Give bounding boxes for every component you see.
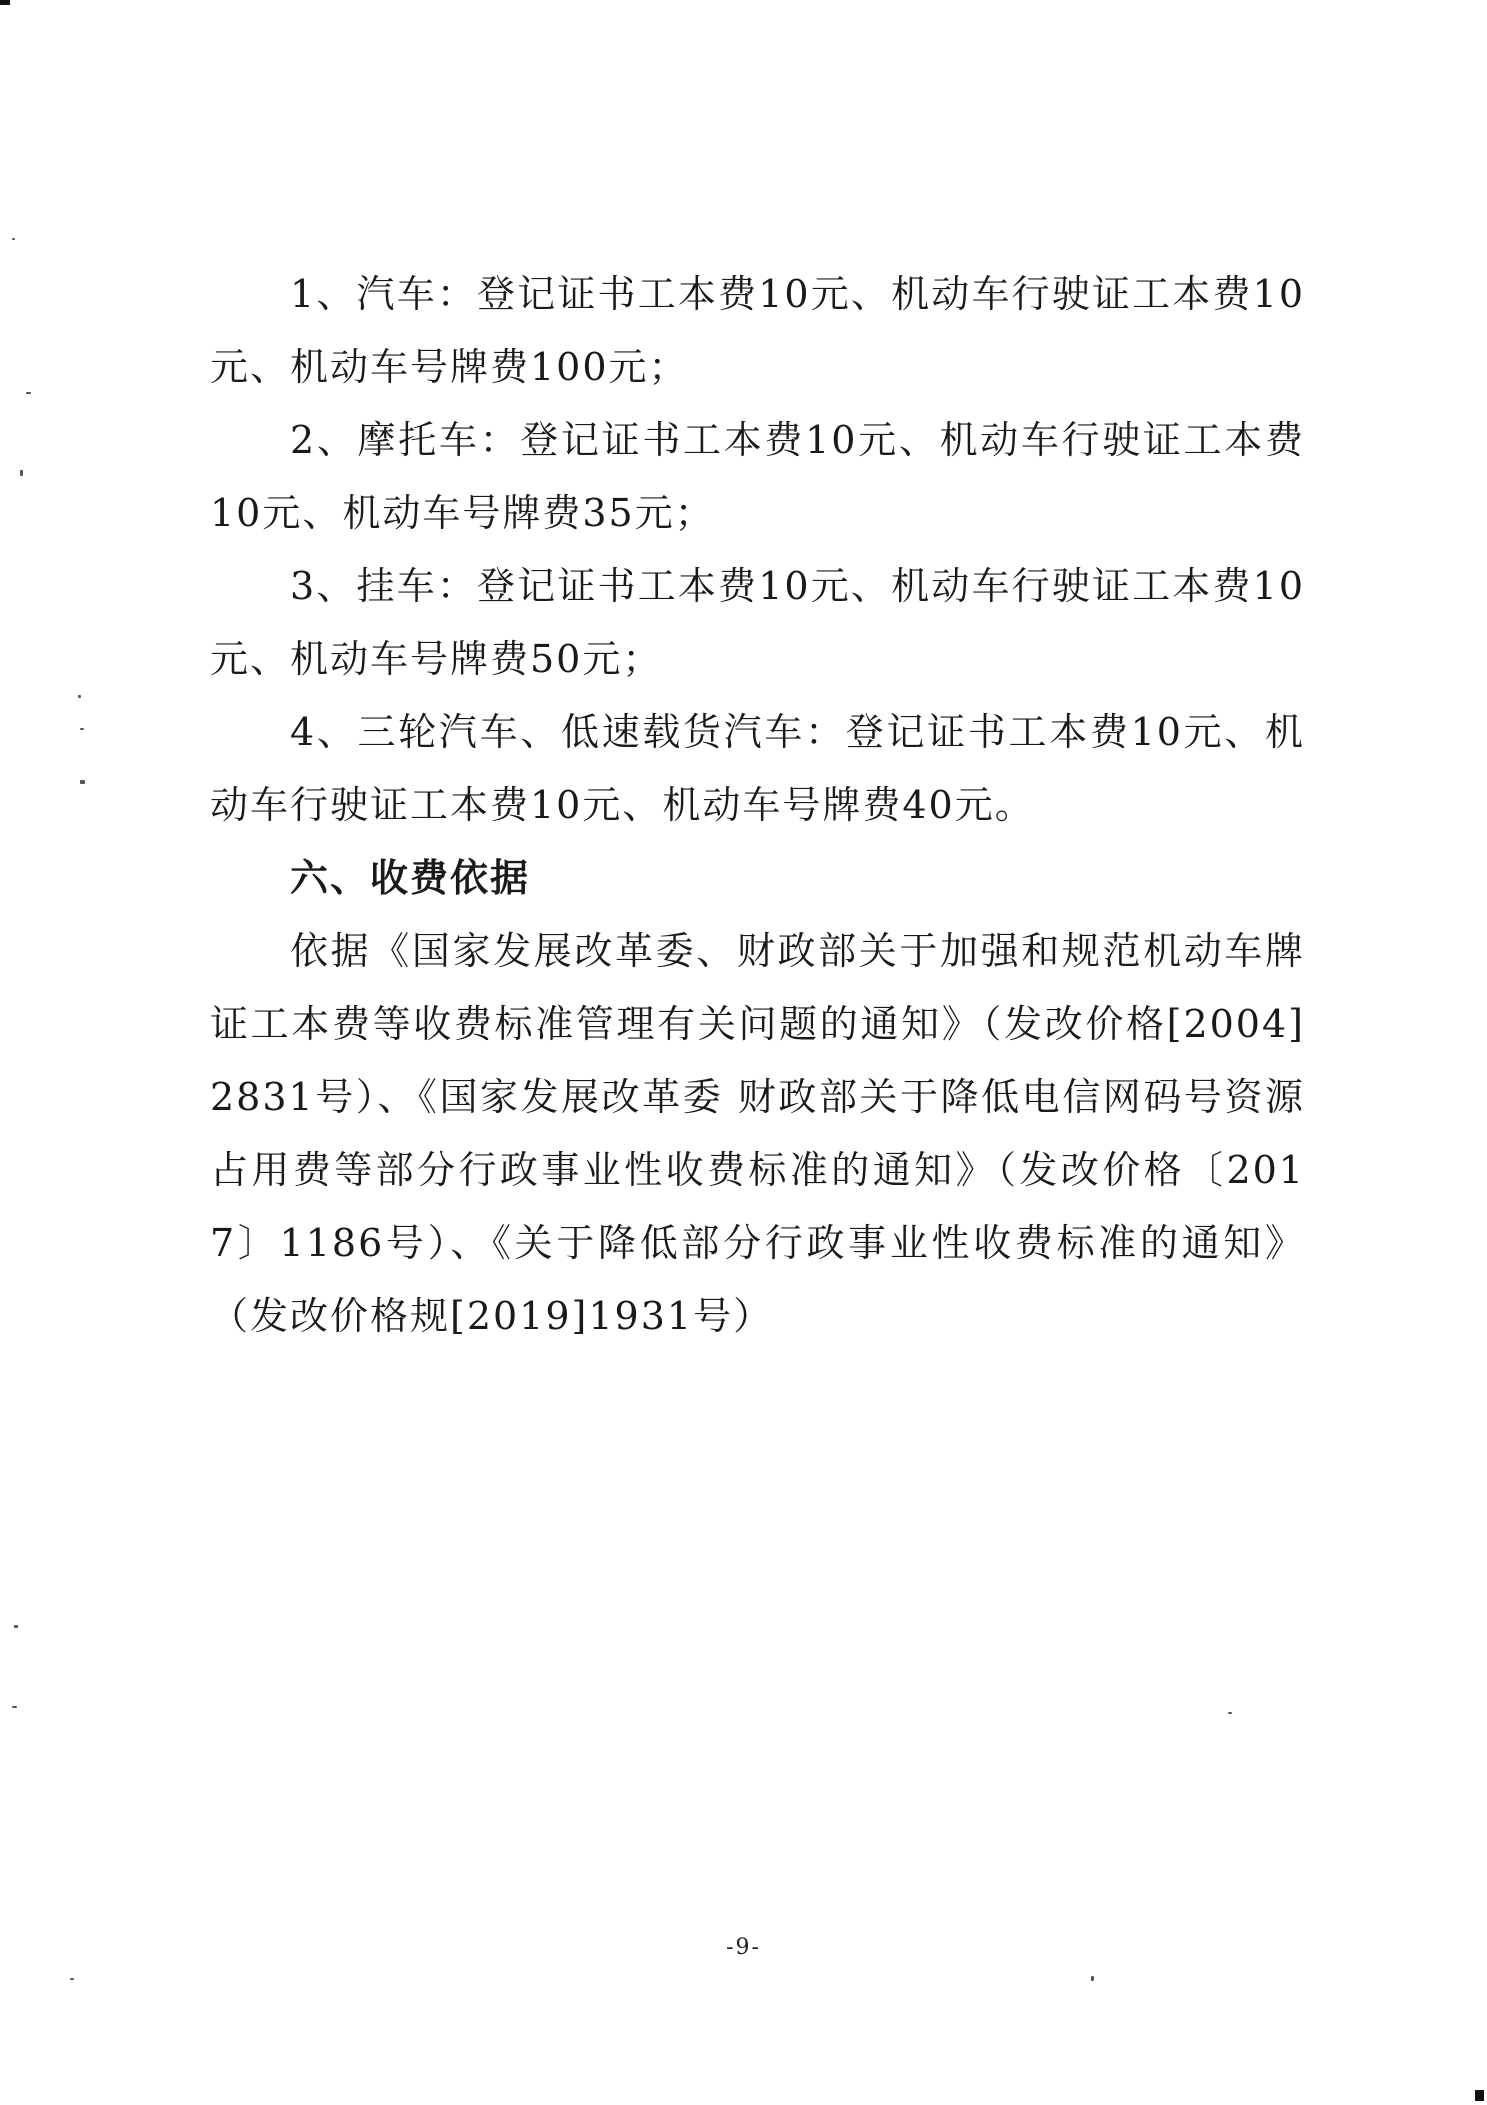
fee-item-trailer: 3、挂车：登记证书工本费10元、机动车行驶证工本费10元、机动车号牌费50元； — [210, 564, 1305, 681]
scan-mark-top-left — [0, 0, 10, 5]
scan-speck — [12, 238, 15, 240]
scan-speck — [80, 728, 84, 730]
fee-item-motorcycle: 2、摩托车：登记证书工本费10元、机动车行驶证工本费10元、机动车号牌费35元； — [210, 418, 1305, 535]
scan-speck — [26, 392, 31, 394]
scan-speck — [78, 695, 81, 698]
section-heading: 六、收费依据 — [290, 856, 531, 900]
page-number: -9- — [726, 1935, 761, 1960]
scan-speck — [20, 470, 23, 476]
fee-item-tricycle-lowspeed: 4、三轮汽车、低速载货汽车：登记证书工本费10元、机动车行驶证工本费10元、机动车号牌费40元。 — [210, 710, 1305, 827]
scan-speck — [80, 780, 85, 784]
scan-speck — [1228, 1712, 1232, 1714]
scan-speck — [14, 1625, 18, 1628]
scan-mark-bottom-right — [1475, 2090, 1484, 2101]
scan-speck — [1091, 1976, 1094, 1981]
scan-speck — [12, 1706, 17, 1708]
scan-speck — [70, 1978, 74, 1980]
fee-basis-paragraph: 依据《国家发展改革委、财政部关于加强和规范机动车牌证工本费等收费标准管理有关问题的通知》（发改价格[2004]2831号）、《国家发展改革委 财政部关于降低电信网码号资源占用费等部分行政事业性收费标准的通知》（发改价格〔2017〕1186号）、《关于降低部分行政事业性收费标准的通知》（发改价格规[2019]1931号） — [210, 929, 1305, 1338]
fee-item-car: 1、汽车：登记证书工本费10元、机动车行驶证工本费10元、机动车号牌费100元； — [210, 272, 1305, 389]
document-body — [210, 258, 1305, 1353]
